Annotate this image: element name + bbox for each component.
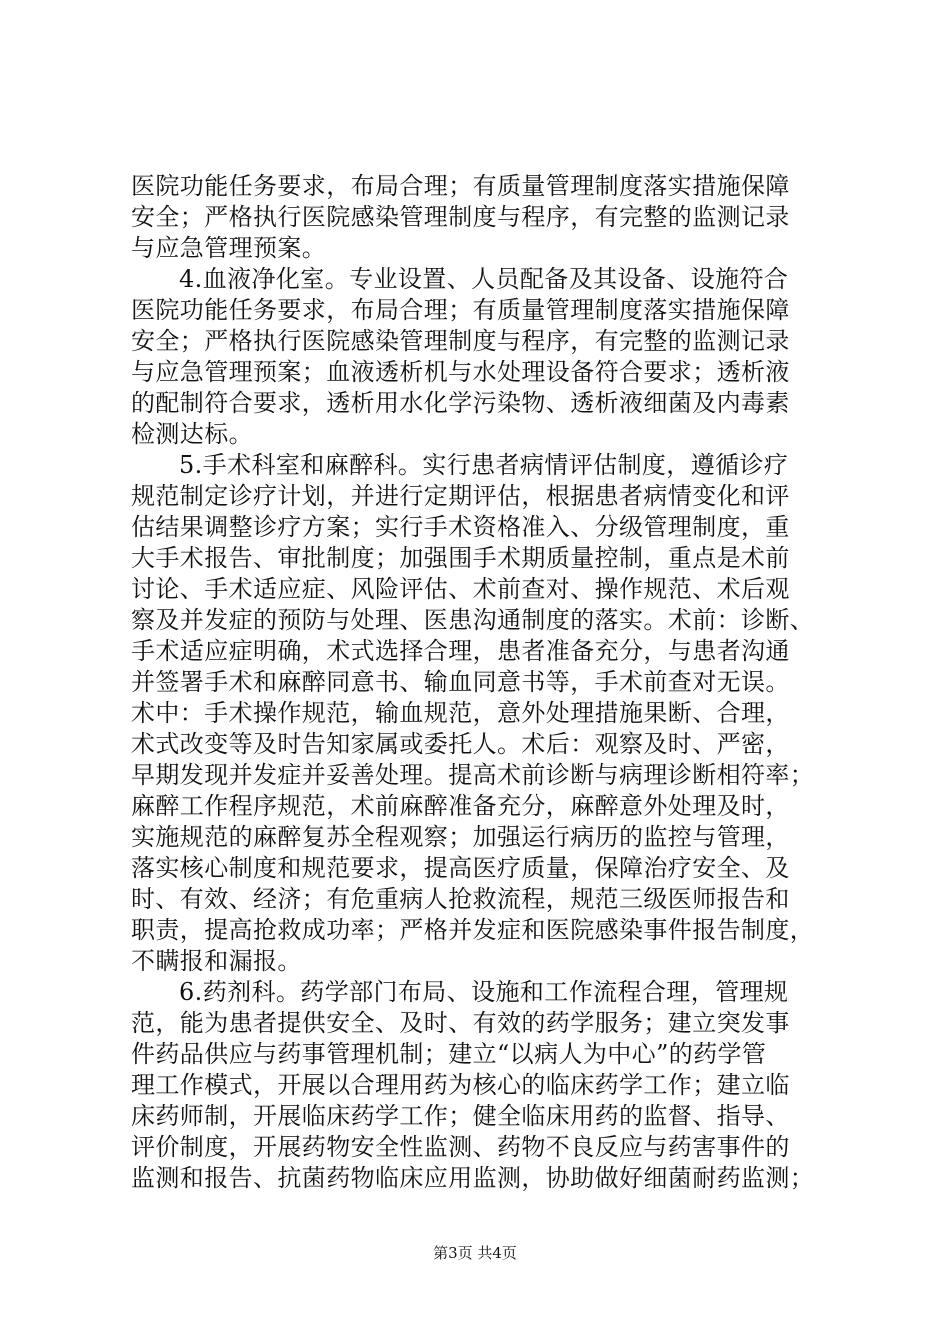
text-line: 术式改变等及时告知家属或委托人。术后：观察及时、严密， bbox=[131, 730, 790, 758]
text-line: 医院功能任务要求，布局合理；有质量管理制度落实措施保障 bbox=[131, 172, 790, 200]
text-line: 4.血液净化室。专业设置、人员配备及其设备、设施符合 bbox=[179, 265, 789, 293]
text-line: 床药师制，开展临床药学工作；健全临床用药的监督、指导、 bbox=[131, 1102, 790, 1130]
text-line: 与应急管理预案。 bbox=[131, 234, 327, 262]
text-line: 安全；严格执行医院感染管理制度与程序，有完整的监测记录 bbox=[131, 327, 790, 355]
text-line: 大手术报告、审批制度；加强围手术期质量控制，重点是术前 bbox=[131, 544, 790, 572]
page-footer: 第3页 共4页 bbox=[433, 1244, 517, 1262]
text-line: 手术适应症明确，术式选择合理，患者准备充分，与患者沟通 bbox=[131, 637, 790, 665]
text-line: 的配制符合要求，透析用水化学污染物、透析液细菌及内毒素 bbox=[131, 389, 790, 417]
text-line: 讨论、手术适应症、风险评估、术前查对、操作规范、术后观 bbox=[131, 575, 790, 603]
text-line: 规范制定诊疗计划，并进行定期评估，根据患者病情变化和评 bbox=[131, 482, 790, 510]
document-body bbox=[131, 171, 831, 1194]
text-line: 理工作模式，开展以合理用药为核心的临床药学工作；建立临 bbox=[131, 1071, 790, 1099]
text-line: 职责，提高抢救成功率；严格并发症和医院感染事件报告制度， bbox=[131, 916, 815, 944]
text-line: 不瞒报和漏报。 bbox=[131, 947, 302, 975]
text-line: 件药品供应与药事管理机制；建立“以病人为中心”的药学管 bbox=[131, 1040, 767, 1068]
text-line: 检测达标。 bbox=[131, 420, 253, 448]
text-line: 范，能为患者提供安全、及时、有效的药学服务；建立突发事 bbox=[131, 1009, 790, 1037]
text-line: 5.手术科室和麻醉科。实行患者病情评估制度，遵循诊疗 bbox=[179, 451, 789, 479]
text-line: 估结果调整诊疗方案；实行手术资格准入、分级管理制度，重 bbox=[131, 513, 790, 541]
text-line: 安全；严格执行医院感染管理制度与程序，有完整的监测记录 bbox=[131, 203, 790, 231]
text-line: 早期发现并发症并妥善处理。提高术前诊断与病理诊断相符率； bbox=[131, 761, 815, 789]
text-line: 6.药剂科。药学部门布局、设施和工作流程合理，管理规 bbox=[179, 978, 789, 1006]
text-line: 麻醉工作程序规范，术前麻醉准备充分，麻醉意外处理及时， bbox=[131, 792, 790, 820]
text-line: 时、有效、经济；有危重病人抢救流程，规范三级医师报告和 bbox=[131, 885, 790, 913]
text-line: 察及并发症的预防与处理、医患沟通制度的落实。术前：诊断、 bbox=[131, 606, 815, 634]
text-line: 术中：手术操作规范，输血规范，意外处理措施果断、合理， bbox=[131, 699, 790, 727]
text-line: 医院功能任务要求，布局合理；有质量管理制度落实措施保障 bbox=[131, 296, 790, 324]
text-line: 实施规范的麻醉复苏全程观察；加强运行病历的监控与管理， bbox=[131, 823, 790, 851]
text-line: 监测和报告、抗菌药物临床应用监测，协助做好细菌耐药监测； bbox=[131, 1164, 815, 1192]
text-line: 落实核心制度和规范要求，提高医疗质量，保障治疗安全、及 bbox=[131, 854, 790, 882]
text-line: 并签署手术和麻醉同意书、输血同意书等，手术前查对无误。 bbox=[131, 668, 790, 696]
text-line: 与应急管理预案；血液透析机与水处理设备符合要求；透析液 bbox=[131, 358, 790, 386]
text-line: 评价制度，开展药物安全性监测、药物不良反应与药害事件的 bbox=[131, 1133, 790, 1161]
